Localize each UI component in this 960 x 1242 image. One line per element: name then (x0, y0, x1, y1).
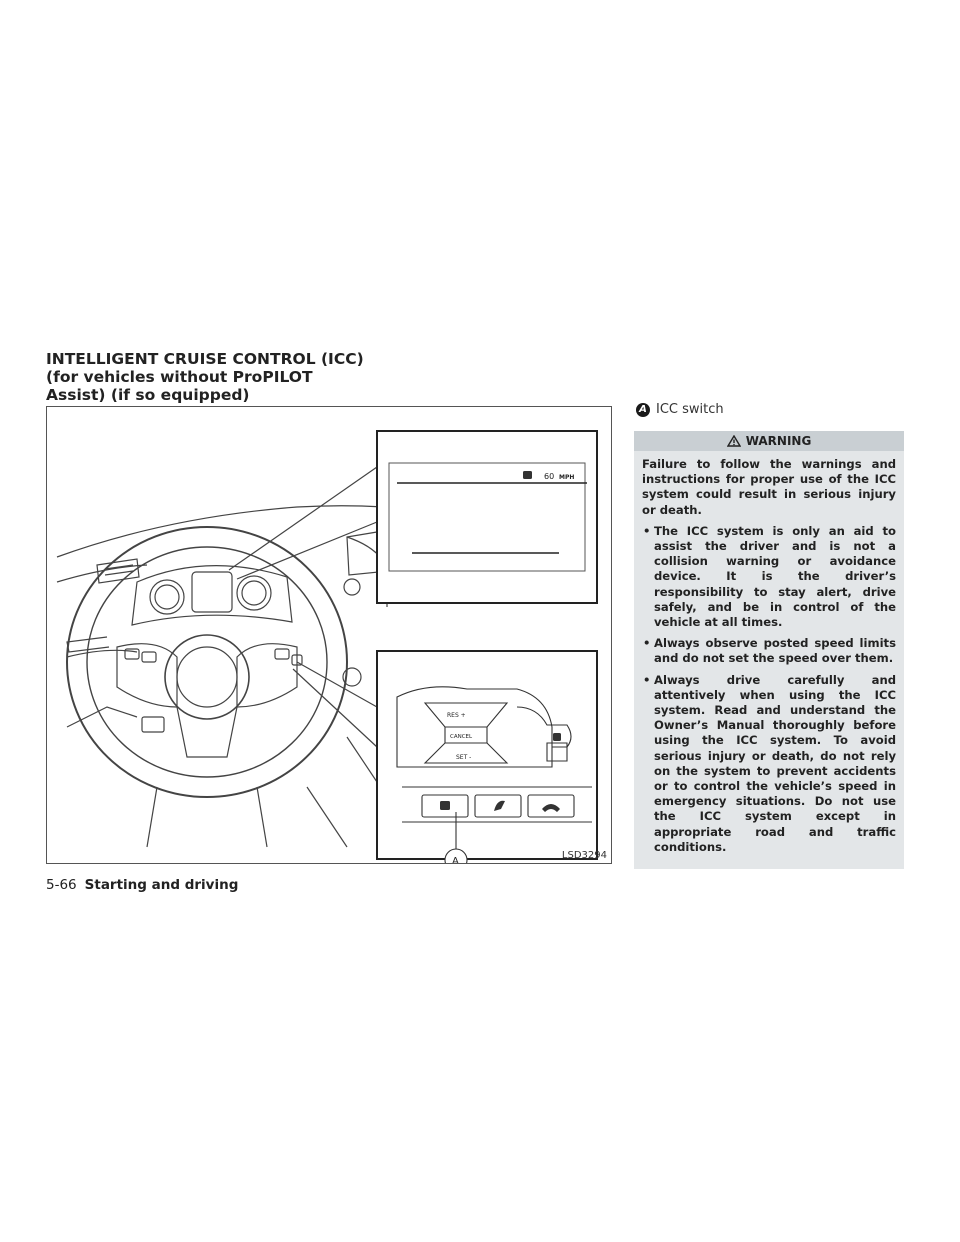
chapter-title: Starting and driving (84, 877, 239, 893)
warning-item: • Always drive carefully and attentively when using the ICC system. Read and understand the Owner’s Manual thoroughly before using the ICC system. To avoid serious injury or death, do not rely on the system to prevent accidents or to control the vehicle’s speed in emergency situations. Do not use the ICC system except in appropriate road and traffic conditions. (642, 673, 896, 855)
section-title (46, 350, 366, 404)
warning-triangle-icon (727, 435, 741, 447)
distance-icon (553, 733, 561, 741)
display-speed: 60 (544, 472, 555, 481)
page-number: 5-66 (46, 877, 77, 893)
section-title-line-2: (for vehicles without ProPILOT (46, 368, 313, 386)
section-title-line-1: INTELLIGENT CRUISE CONTROL (ICC) (46, 350, 364, 368)
icc-switch-icon (440, 801, 450, 810)
callout-letter-a: A (452, 856, 459, 863)
warning-intro: Failure to follow the warnings and instructions for proper use of the ICC system could result in serious injury or death. (642, 457, 896, 517)
display-unit: MPH (559, 474, 575, 481)
illustration-drawing (47, 407, 611, 863)
warning-list (642, 524, 896, 855)
warning-title: WARNING (745, 434, 812, 448)
warning-item: • Always observe posted speed limits and do not set the speed over them. (642, 636, 896, 666)
callout-label: ICC switch (656, 402, 724, 417)
callout-letter-badge: A (636, 403, 650, 417)
set-minus-label: SET - (456, 754, 472, 761)
steering-wheel-illustration (46, 406, 612, 864)
warning-header (634, 431, 904, 451)
cancel-label: CANCEL (450, 734, 473, 740)
section-title-line-3: Assist) (if so equipped) (46, 386, 250, 404)
warning-box (634, 431, 904, 869)
figure-id: LSD3294 (561, 850, 607, 861)
callout-legend (636, 402, 724, 417)
warning-item: • The ICC system is only an aid to assist the driver and is not a collision warning or avoidance device. It is the driver’s responsibility to stay alert, drive safely, and be in control of the vehicle at all times. (642, 524, 896, 630)
page-footer (46, 877, 238, 893)
res-plus-label: RES + (447, 712, 466, 719)
